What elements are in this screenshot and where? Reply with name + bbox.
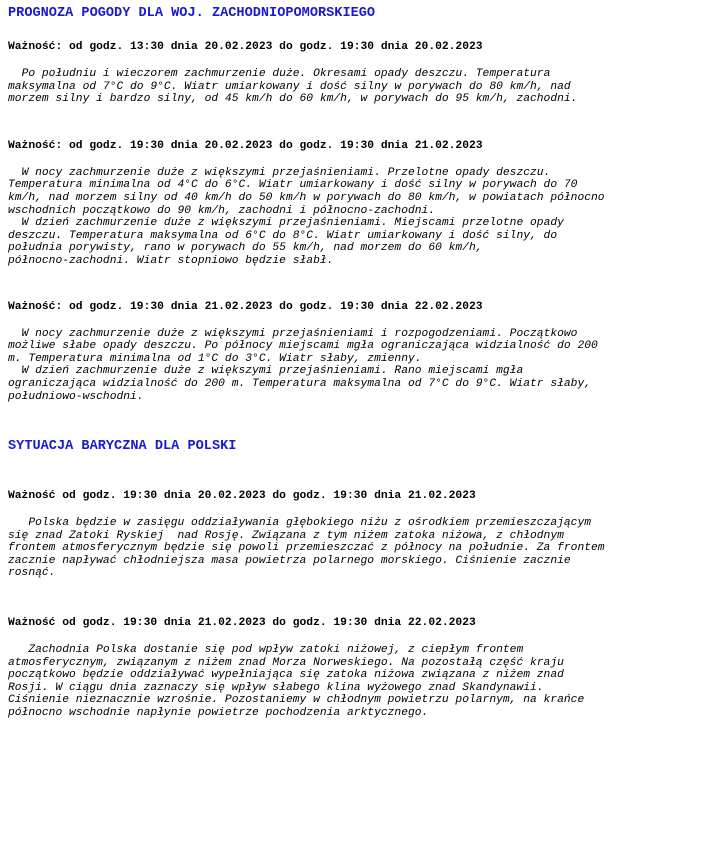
pressure-text: Zachodnia Polska dostanie się pod wpływ zatoki niżowej, z ciepłym frontem atmosferycznym, związanym z niżem znad Morza Norweskiego. Na pozostałą część kraju początkowo będzie oddziaływać wypełniająca się zatoka niżowa związana z niżem znad Rosji. W ciągu dnia zaznaczy się wpływ słabego klina wyżowego znad Skandynawii. Ciśnienie nieznacznie wzrośnie. Pozostaniemy w chłodnym powietrzu polarnym, na krańce północno wschodnie napłynie powietrze pochodzenia arktycznego. [8, 644, 585, 720]
forecast-period-1 [8, 40, 719, 106]
validity-line: Ważność: od godz. 19:30 dnia 20.02.2023 do godz. 19:30 dnia 21.02.2023 [8, 139, 483, 152]
spacer [8, 403, 719, 439]
spacer [8, 473, 719, 489]
validity-line: Ważność od godz. 19:30 dnia 20.02.2023 do godz. 19:30 dnia 21.02.2023 [8, 490, 476, 503]
pressure-period-1 [8, 489, 719, 580]
pressure-text: Polska będzie w zasięgu oddziaływania głębokiego niżu z ośrodkiem przemieszczającym się znad Zatoki Ryskiej nad Rosję. Związana z tym niżem zatoka niżowa, z chłodnym frontem atmosferycznym będzie się powoli przemieszczać z północy na południe. Za frontem zacznie napływać chłodniejsza masa powietrza polarnego morskiego. Ciśnienie zacznie rosnąć. [8, 517, 605, 580]
forecast-text: Po południu i wieczorem zachmurzenie duże. Okresami opady deszczu. Temperatura maksymalna od 7°C do 9°C. Wiatr umiarkowany i dość silny w porywach do 80 km/h, nad morzem silny i bardzo silny, od 45 km/h do 60 km/h, w porywach do 95 km/h, zachodni. [8, 68, 578, 106]
forecast-text: W nocy zachmurzenie duże z większymi przejaśnieniami i rozpogodzeniami. Początkowo możliwe słabe opady deszczu. Po północy miejscami mgła ograniczająca widzialność do 200 m. Temperatura minimalna od 1°C do 3°C. Wiatr słaby, zmienny. W dzień zachmurzenie duże z większymi przejaśnieniami. Rano miejscami mgła ograniczająca widzialność do 200 m. Temperatura maksymalna od 7°C do 9°C. Wiatr słaby, południowo-wschodni. [8, 327, 598, 403]
forecast-text: W nocy zachmurzenie duże z większymi przejaśnieniami. Przelotne opady deszczu. Temperatura minimalna od 4°C do 6°C. Wiatr umiarkowany i dość silny w porywach do 70 km/h, nad morzem silny od 40 km/h do 50 km/h w porywach do 80 km/h, w powiatach północno wschodnich początkowo do 90 km/h, zachodni i północno-zachodni. W dzień zachmurzenie duże z większymi przejaśnieniami. Miejscami przelotne opady deszczu. Temperatura maksymalna od 6°C do 8°C. Wiatr umiarkowany i dość silny, do południa porywisty, rano w porywach do 55 km/h, nad morzem do 60 km/h, północno-zachodni. Wiatr stopniowo będzie słabł. [8, 166, 605, 267]
spacer [8, 268, 719, 300]
forecast-title: PROGNOZA POGODY DLA WOJ. ZACHODNIOPOMORSKIEGO [8, 6, 376, 21]
spacer [8, 106, 719, 139]
pressure-title: SYTUACJA BARYCZNA DLA POLSKI [8, 439, 237, 455]
pressure-period-2 [8, 616, 719, 720]
validity-line: Ważność od godz. 19:30 dnia 21.02.2023 do godz. 19:30 dnia 22.02.2023 [8, 617, 476, 630]
validity-line: Ważność: od godz. 19:30 dnia 21.02.2023 do godz. 19:30 dnia 22.02.2023 [8, 300, 483, 313]
forecast-period-3 [8, 300, 719, 404]
spacer [8, 580, 719, 616]
validity-line: Ważność: od godz. 13:30 dnia 20.02.2023 do godz. 19:30 dnia 20.02.2023 [8, 41, 483, 53]
forecast-period-2 [8, 139, 719, 268]
